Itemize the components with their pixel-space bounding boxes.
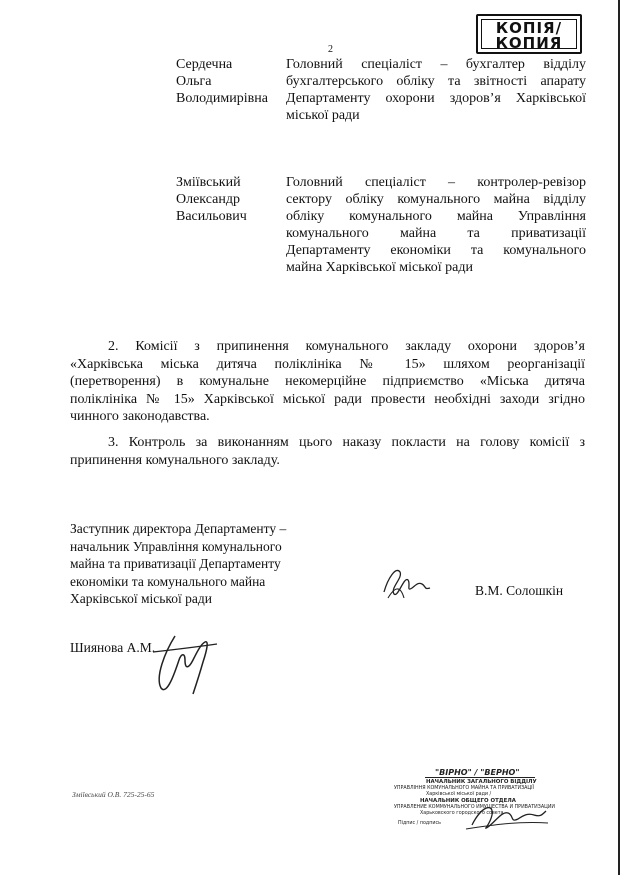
paragraph-line: чинного законодавства.	[70, 409, 210, 424]
member-position-line: Головний спеціаліст – контролер-ревізор	[286, 175, 586, 190]
paragraph-line: поліклініка № 15» Харківської міської ради провести необхідні заходи згідно	[70, 391, 585, 407]
paragraph-line: «Харківська міська дитяча поліклініка № 15» шляхом реорганізації	[70, 356, 585, 372]
executor-signature	[145, 622, 225, 702]
certification-divider	[425, 777, 535, 778]
member-position	[286, 56, 586, 124]
order-paragraph-2	[70, 338, 585, 426]
signer-name: В.М. Солошкін	[475, 583, 564, 598]
member-surname: Сердечна	[176, 57, 233, 72]
commission-member	[176, 174, 586, 278]
member-position-line: Головний спеціаліст – бухгалтер відділу	[286, 57, 586, 72]
certifier-signature	[462, 795, 552, 835]
signatory-position-line: економіки та комунального майна	[70, 573, 266, 589]
copy-stamp-line-1: КОПІЯ/	[495, 19, 563, 37]
paragraph-line: 3. Контроль за виконанням цього наказу покласти на голову комісії з	[108, 435, 585, 450]
member-position	[286, 174, 586, 276]
paragraph-line: припинення комунального закладу.	[70, 452, 280, 468]
member-first-name: Ольга	[176, 74, 212, 89]
member-surname: Зміївський	[176, 175, 241, 190]
member-position-line: сектору обліку комунального майна відділу	[286, 192, 586, 207]
certification-line: Підпис / подпись	[398, 821, 441, 826]
certification-line: Харківської міської ради /	[426, 792, 492, 797]
page-number: 2	[328, 44, 333, 55]
signatory-position-line: начальник Управління комунального	[70, 538, 282, 554]
certification-verno: "ВІРНО" / "ВЕРНО"	[435, 768, 520, 777]
member-first-name: Олександр	[176, 192, 240, 207]
copy-stamp	[476, 14, 582, 54]
member-name	[176, 56, 286, 107]
member-position-line: міської ради	[286, 108, 360, 123]
member-position-line: Департаменту охорони здоров’я Харківської	[286, 91, 586, 106]
member-position-line: комунального майна та приватизації	[286, 226, 586, 241]
member-patronymic: Васильович	[176, 209, 247, 224]
certification-line: УПРАВЛІННЯ КОМУНАЛЬНОГО МАЙНА ТА ПРИВАТИЗАЦІЇ	[394, 786, 534, 791]
commission-member	[176, 56, 586, 126]
certification-line: УПРАВЛЕНИЕ КОММУНАЛЬНОГО ИМУЩЕСТВА И ПРИВАТИЗАЦИИ	[394, 805, 556, 810]
director-signature	[378, 558, 438, 608]
signatory-position-line: Заступник директора Департаменту –	[70, 521, 287, 536]
order-paragraph-3	[70, 434, 585, 469]
signatory-position-line: Харківської міської ради	[70, 591, 213, 606]
member-position-line: бухгалтерського обліку та звітності апарату	[286, 74, 586, 89]
copy-stamp-line-2: КОПИЯ	[495, 34, 563, 52]
certification-line: НАЧАЛЬНИК ОБЩЕГО ОТДЕЛА	[420, 798, 516, 804]
executor-phone-note: Зміївський О.В. 725-25-65	[72, 790, 155, 799]
paragraph-line: 2. Комісії з припинення комунального закладу охорони здоров’я	[108, 339, 585, 354]
certification-line: Харьковского городского совета	[420, 811, 504, 816]
member-position-line: майна Харківської міської ради	[286, 260, 473, 275]
member-name	[176, 174, 286, 225]
member-position-line: Департаменту економіки та комунального	[286, 243, 586, 258]
executor-name: Шиянова А.М.	[70, 640, 156, 655]
member-patronymic: Володимирівна	[176, 91, 268, 106]
signatory-position-line: майна та приватизації Департаменту	[70, 556, 281, 571]
member-position-line: обліку комунального майна Управління	[286, 209, 586, 224]
certification-line: НАЧАЛЬНИК ЗАГАЛЬНОГО ВІДДІЛУ	[426, 779, 537, 785]
paragraph-line: (перетворення) в комунальне некомерційне підприємство «Міська дитяча	[70, 374, 585, 389]
signatory-position	[70, 520, 286, 608]
